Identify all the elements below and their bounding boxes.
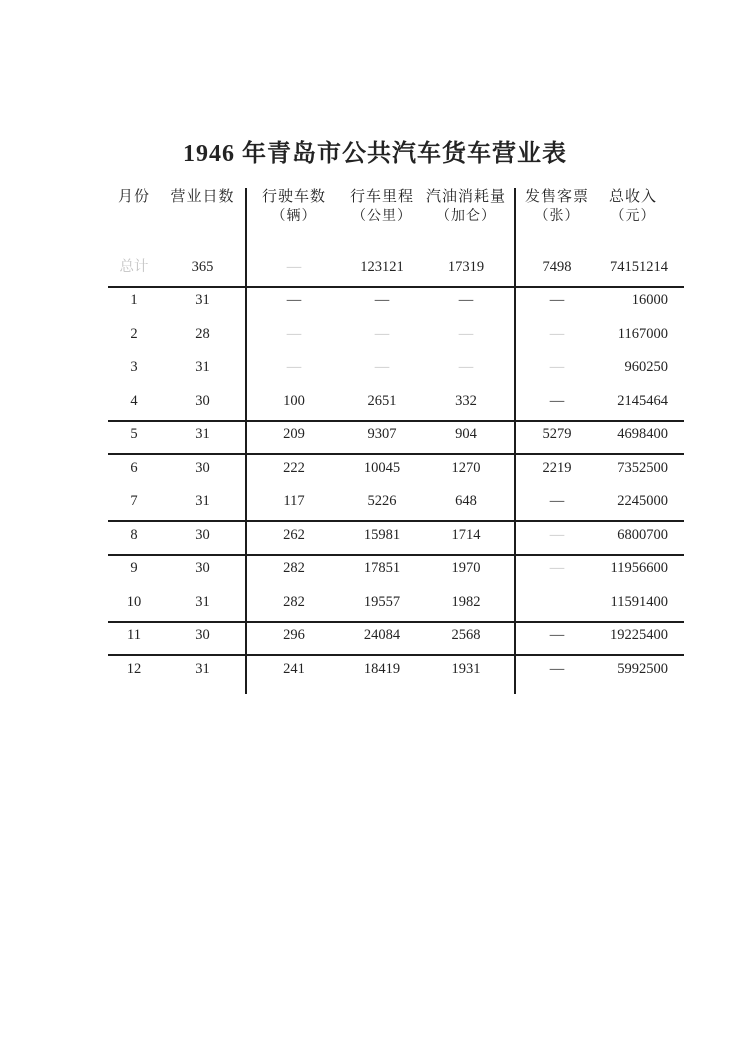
cell-business-days: 31 [195,660,210,677]
cell-month: 9 [130,560,138,576]
row-group-separator [108,554,684,556]
table-row [108,458,684,478]
cell-tickets-sold: — [549,325,565,342]
cell-tickets-sold: — [549,560,565,576]
cell-business-days: 30 [195,627,210,643]
cell-month: 10 [126,593,142,610]
cell-mileage: — [374,292,390,308]
page-title: 1946 年青岛市公共汽车货车营业表 [183,141,567,167]
header-tickets-sold-label: 发售客票 [524,189,589,205]
cell-gasoline-consumption: 904 [455,426,477,442]
table-row [108,525,684,545]
table-row [108,491,684,511]
cell-month: 2 [130,325,138,342]
cell-total-revenue: 2245000 [617,493,668,509]
cell-vehicles-run: — [286,359,302,375]
header-month-label: 月份 [117,189,150,205]
cell-gasoline-consumption: 17319 [447,259,485,275]
table-row [108,558,684,578]
cell-total-revenue: 4698400 [617,426,668,442]
cell-tickets-sold: — [549,627,565,643]
cell-vehicles-run: 262 [283,526,305,543]
cell-tickets-sold: — [549,359,565,375]
row-group-separator [108,621,684,623]
table-row [108,391,684,411]
business-table [108,186,684,696]
header-mileage-label: 行车里程 [349,189,414,205]
cell-mileage: 123121 [360,259,404,275]
cell-vehicles-run: 296 [283,627,305,643]
cell-vehicles-run: 222 [283,459,305,476]
header-month [110,188,158,207]
cell-business-days: 31 [195,493,210,509]
cell-tickets-sold: — [549,493,565,509]
cell-business-days: 31 [195,292,210,308]
cell-tickets-sold [515,592,599,612]
header-gasoline-consumption [422,188,510,226]
header-vehicles-run [250,188,338,226]
table-row [108,257,684,277]
table-row [108,592,684,612]
cell-month: 11 [127,627,141,643]
cell-business-days: 28 [195,325,210,342]
row-group-separator [108,654,684,656]
header-vehicles-run-unit: （辆） [271,209,317,224]
cell-business-days: 31 [195,426,210,442]
header-gasoline-consumption-unit: （加仑） [436,209,496,224]
cell-mileage: 2651 [367,392,397,409]
cell-total-revenue: 74151214 [610,259,668,275]
header-vehicles-run-label: 行驶车数 [261,189,326,205]
row-group-separator [108,420,684,422]
cell-vehicles-run: — [286,292,302,308]
cell-gasoline-consumption: 1714 [451,526,481,543]
cell-gasoline-consumption: — [458,292,474,308]
cell-vehicles-run: — [286,325,302,342]
table-row [108,290,684,310]
cell-total-revenue: 960250 [624,359,668,375]
header-gasoline-consumption-label: 汽油消耗量 [425,189,506,205]
cell-tickets-sold: — [549,392,565,409]
header-total-revenue [598,188,668,226]
cell-total-revenue: 6800700 [617,526,668,543]
cell-business-days: 30 [195,392,210,409]
cell-month: 4 [130,392,138,409]
header-mileage-unit: （公里） [352,209,412,224]
cell-business-days: 365 [191,259,214,275]
cell-month: 7 [130,493,138,509]
header-business-days [160,188,245,207]
table-row [108,625,684,645]
cell-mileage: — [374,359,390,375]
cell-business-days: 30 [195,459,210,476]
cell-mileage: 5226 [367,493,397,509]
cell-vehicles-run: 100 [283,392,305,409]
cell-total-revenue: 16000 [631,292,668,308]
cell-mileage: 18419 [363,660,401,677]
cell-gasoline-consumption: 332 [455,392,477,409]
cell-business-days: 30 [195,526,210,543]
cell-gasoline-consumption: — [458,325,474,342]
table-row [108,659,684,679]
table-row [108,424,684,444]
cell-mileage: 9307 [367,426,397,442]
cell-vehicles-run: 282 [283,593,305,610]
cell-vehicles-run: 282 [283,560,305,576]
cell-tickets-sold: 7498 [542,259,572,275]
cell-business-days: 31 [195,359,210,375]
cell-total-revenue: 7352500 [617,459,668,476]
cell-gasoline-consumption: 1270 [451,459,481,476]
cell-total-revenue: 5992500 [617,660,668,677]
cell-mileage: — [374,325,390,342]
cell-month: 6 [130,459,138,476]
cell-mileage: 17851 [363,560,401,576]
cell-gasoline-consumption: — [458,359,474,375]
cell-vehicles-run: 241 [283,660,305,677]
header-total-revenue-label: 总收入 [608,189,657,205]
cell-mileage: 15981 [363,526,401,543]
cell-tickets-sold: — [549,292,565,308]
cell-gasoline-consumption: 1931 [451,660,481,677]
cell-mileage: 10045 [363,459,401,476]
cell-month: 1 [130,292,138,308]
row-group-separator [108,286,684,288]
cell-total-revenue: 19225400 [610,627,668,643]
cell-gasoline-consumption: 2568 [451,627,481,643]
cell-month: 12 [126,660,142,677]
cell-tickets-sold: — [549,660,565,677]
cell-business-days: 30 [195,560,210,576]
cell-mileage: 24084 [363,627,401,643]
cell-total-revenue: 2145464 [617,392,668,409]
cell-business-days: 31 [195,593,210,610]
row-group-separator [108,520,684,522]
cell-month: 5 [130,426,138,442]
header-tickets-sold [515,188,599,226]
cell-month: 总计 [119,259,149,275]
cell-vehicles-run: 209 [283,426,305,442]
cell-tickets-sold: — [549,526,565,543]
table-row [108,357,684,377]
header-mileage [338,188,426,226]
cell-tickets-sold: 5279 [542,426,572,442]
cell-gasoline-consumption: 1970 [451,560,481,576]
header-total-revenue-unit: （元） [610,209,656,224]
cell-total-revenue: 11591400 [610,593,668,610]
cell-gasoline-consumption: 1982 [451,593,481,610]
header-tickets-sold-unit: （张） [534,209,580,224]
cell-total-revenue: 1167000 [617,325,668,342]
cell-tickets-sold: 2219 [542,459,572,476]
cell-month: 3 [130,359,138,375]
cell-vehicles-run: 117 [283,493,305,509]
header-business-days-label: 营业日数 [170,189,235,205]
cell-mileage: 19557 [363,593,401,610]
cell-vehicles-run: — [286,259,302,275]
table-row [108,324,684,344]
cell-total-revenue: 11956600 [610,560,668,576]
row-group-separator [108,453,684,455]
cell-month: 8 [130,526,138,543]
cell-gasoline-consumption: 648 [455,493,477,509]
